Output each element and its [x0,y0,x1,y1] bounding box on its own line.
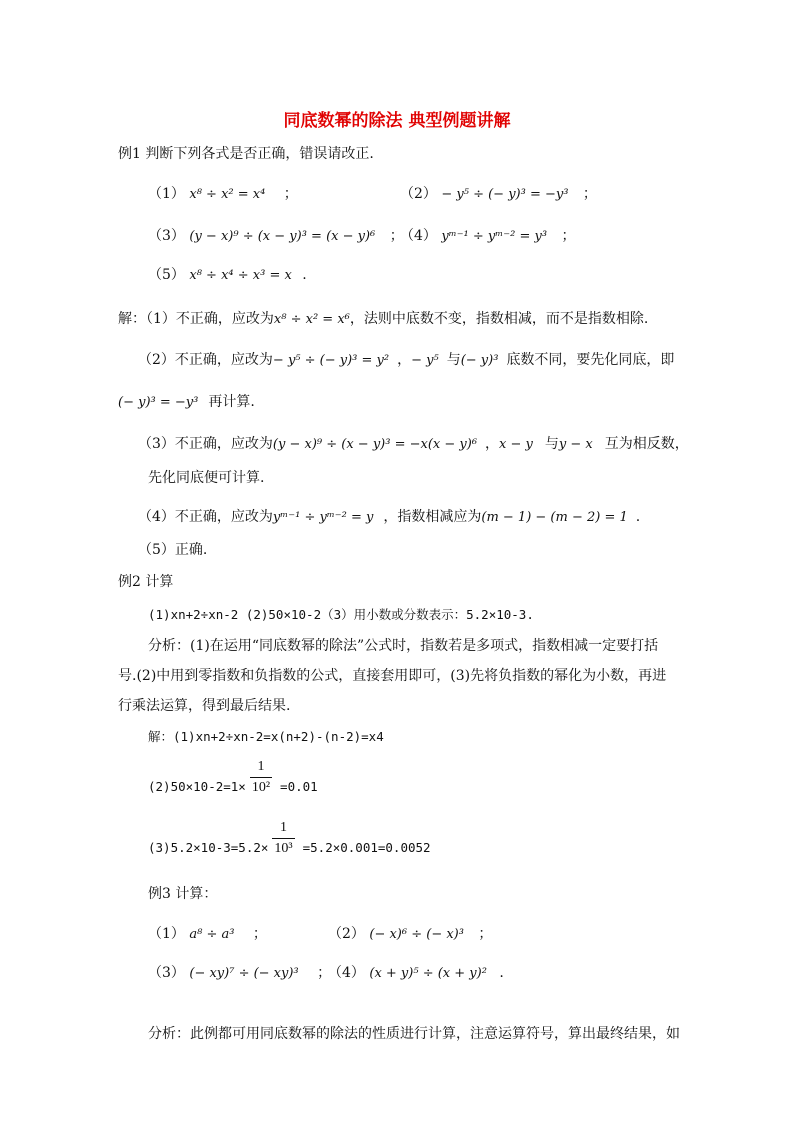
text: （2）不正确，应改为 [138,352,273,368]
math-expression: yᵐ⁻¹ ÷ yᵐ⁻² = y [272,510,374,525]
example-2-question: (1)xn+2÷xn-2 (2)50×10-2（3）用小数或分数表示：5.2×10-3. [148,607,534,622]
solution-1-line-7: （5）正确. [138,542,208,558]
math-expression: x⁸ ÷ x² = x⁶ [273,312,350,327]
example-2-solution-1: 解：(1)xn+2÷xn-2=x(n+2)-(n-2)=x4 [148,729,384,744]
item-label: （2） [400,186,437,202]
example-2-solution-3 [148,819,431,874]
text: 底数不同，要先化同底，即 [506,352,675,368]
math-expression: x⁸ ÷ x² = x⁴ [189,187,266,202]
math-expression: (− y)³ = −y³ [118,395,199,410]
ex1-item-4 [400,226,575,247]
text: =5.2×0.001=0.0052 [302,840,431,855]
example-2-heading: 例2 计算 [118,574,174,590]
example-2-analysis-line-3: 行乘法运算，得到最后结果. [118,698,291,714]
example-2-solution-2 [148,758,318,813]
item-punct: ； [478,926,493,942]
item-label: （1） [148,186,185,202]
math-expression: (− xy)⁷ ÷ (− xy)³ [189,966,299,981]
text: 解：（1）不正确，应改为 [118,311,274,327]
text: ， [485,436,500,452]
solution-1-line-3 [118,392,255,413]
math-expression: y − x [558,437,593,452]
denominator: 10² [251,779,271,795]
text: ， [397,352,412,368]
math-expression: − y⁵ [411,353,439,368]
ex3-item-3 [148,963,331,984]
math-expression: (m − 1) − (m − 2) = 1 [481,510,628,525]
item-punct: ； [582,186,597,202]
math-expression: (y − x)⁹ ÷ (x − y)³ = (x − y)⁶ [189,229,376,244]
ex3-item-1 [148,924,267,945]
example-3-heading: 例3 计算： [148,886,218,902]
text: （4）不正确，应改为 [138,509,273,525]
ex3-item-4 [328,963,504,984]
example-1-prompt: 例1 判断下列各式是否正确，错误请改正. [118,146,374,162]
item-punct: ； [317,965,332,981]
math-expression: (y − x)⁹ ÷ (x − y)³ = −x(x − y)⁶ [272,437,478,452]
ex1-item-3 [148,226,404,247]
item-label: （1） [148,926,185,942]
item-punct: . [499,965,504,981]
text: . [635,509,641,525]
text: 与 [446,352,461,368]
solution-1-line-6 [138,507,640,528]
ex1-item-1 [148,184,298,205]
ex1-item-5 [148,265,307,286]
numerator: 1 [250,757,272,778]
math-expression: a⁸ ÷ a³ [189,927,235,942]
item-punct: ； [389,228,404,244]
example-3-analysis: 分析：此例都可用同底数幂的除法的性质进行计算，注意运算符号，算出最终结果，如 [148,1026,680,1042]
denominator: 10³ [274,840,293,856]
text: =0.01 [280,779,318,794]
math-expression: − y⁵ ÷ (− y)³ = −y³ [441,187,569,202]
math-expression: x⁸ ÷ x⁴ ÷ x³ = x [189,268,292,283]
solution-1-line-4 [138,434,689,455]
ex1-item-2 [400,184,597,205]
math-expression: (x + y)⁵ ÷ (x + y)² [369,966,487,981]
item-punct: ； [283,186,298,202]
item-punct: ； [252,926,267,942]
math-expression: yᵐ⁻¹ ÷ yᵐ⁻² = y³ [441,229,548,244]
solution-1-line-5: 先化同底便可计算. [148,470,265,486]
item-label: （4） [328,965,365,981]
text: 与 [544,436,559,452]
text: ，指数相减应为 [383,509,482,525]
item-label: （5） [148,267,185,283]
text: ，法则中底数不变，指数相减，而不是指数相除. [349,311,649,327]
math-expression: − y⁵ ÷ (− y)³ = y² [272,353,390,368]
fraction [250,757,272,798]
ex3-item-2 [328,924,492,945]
text: 再计算. [208,394,255,410]
item-punct: ； [561,228,576,244]
text: 互为相反数， [604,436,689,452]
example-2-analysis-line-2: 号.(2)中用到零指数和负指数的公式，直接套用即可，(3)先将负指数的幂化为小数，再进 [118,668,667,684]
math-expression: (− y)³ [460,353,499,368]
text: (3)5.2×10-3=5.2× [148,840,269,855]
solution-1-line-2 [138,350,674,371]
item-label: （4） [400,228,437,244]
item-label: （3） [148,228,185,244]
fraction [272,818,294,859]
numerator: 1 [272,818,294,839]
text: (2)50×10-2=1× [148,779,246,794]
solution-1-line-1 [118,309,648,330]
item-label: （3） [148,965,185,981]
math-expression: x − y [499,437,533,452]
page-title: 同底数幂的除法 典型例题讲解 [283,111,511,131]
item-punct: . [302,267,307,283]
item-label: （2） [328,926,365,942]
math-expression: (− x)⁶ ÷ (− x)³ [369,927,464,942]
text: （3）不正确，应改为 [138,436,273,452]
example-2-analysis-line-1: 分析：(1)在运用“同底数幂的除法”公式时，指数若是多项式，指数相减一定要打括 [148,638,659,654]
